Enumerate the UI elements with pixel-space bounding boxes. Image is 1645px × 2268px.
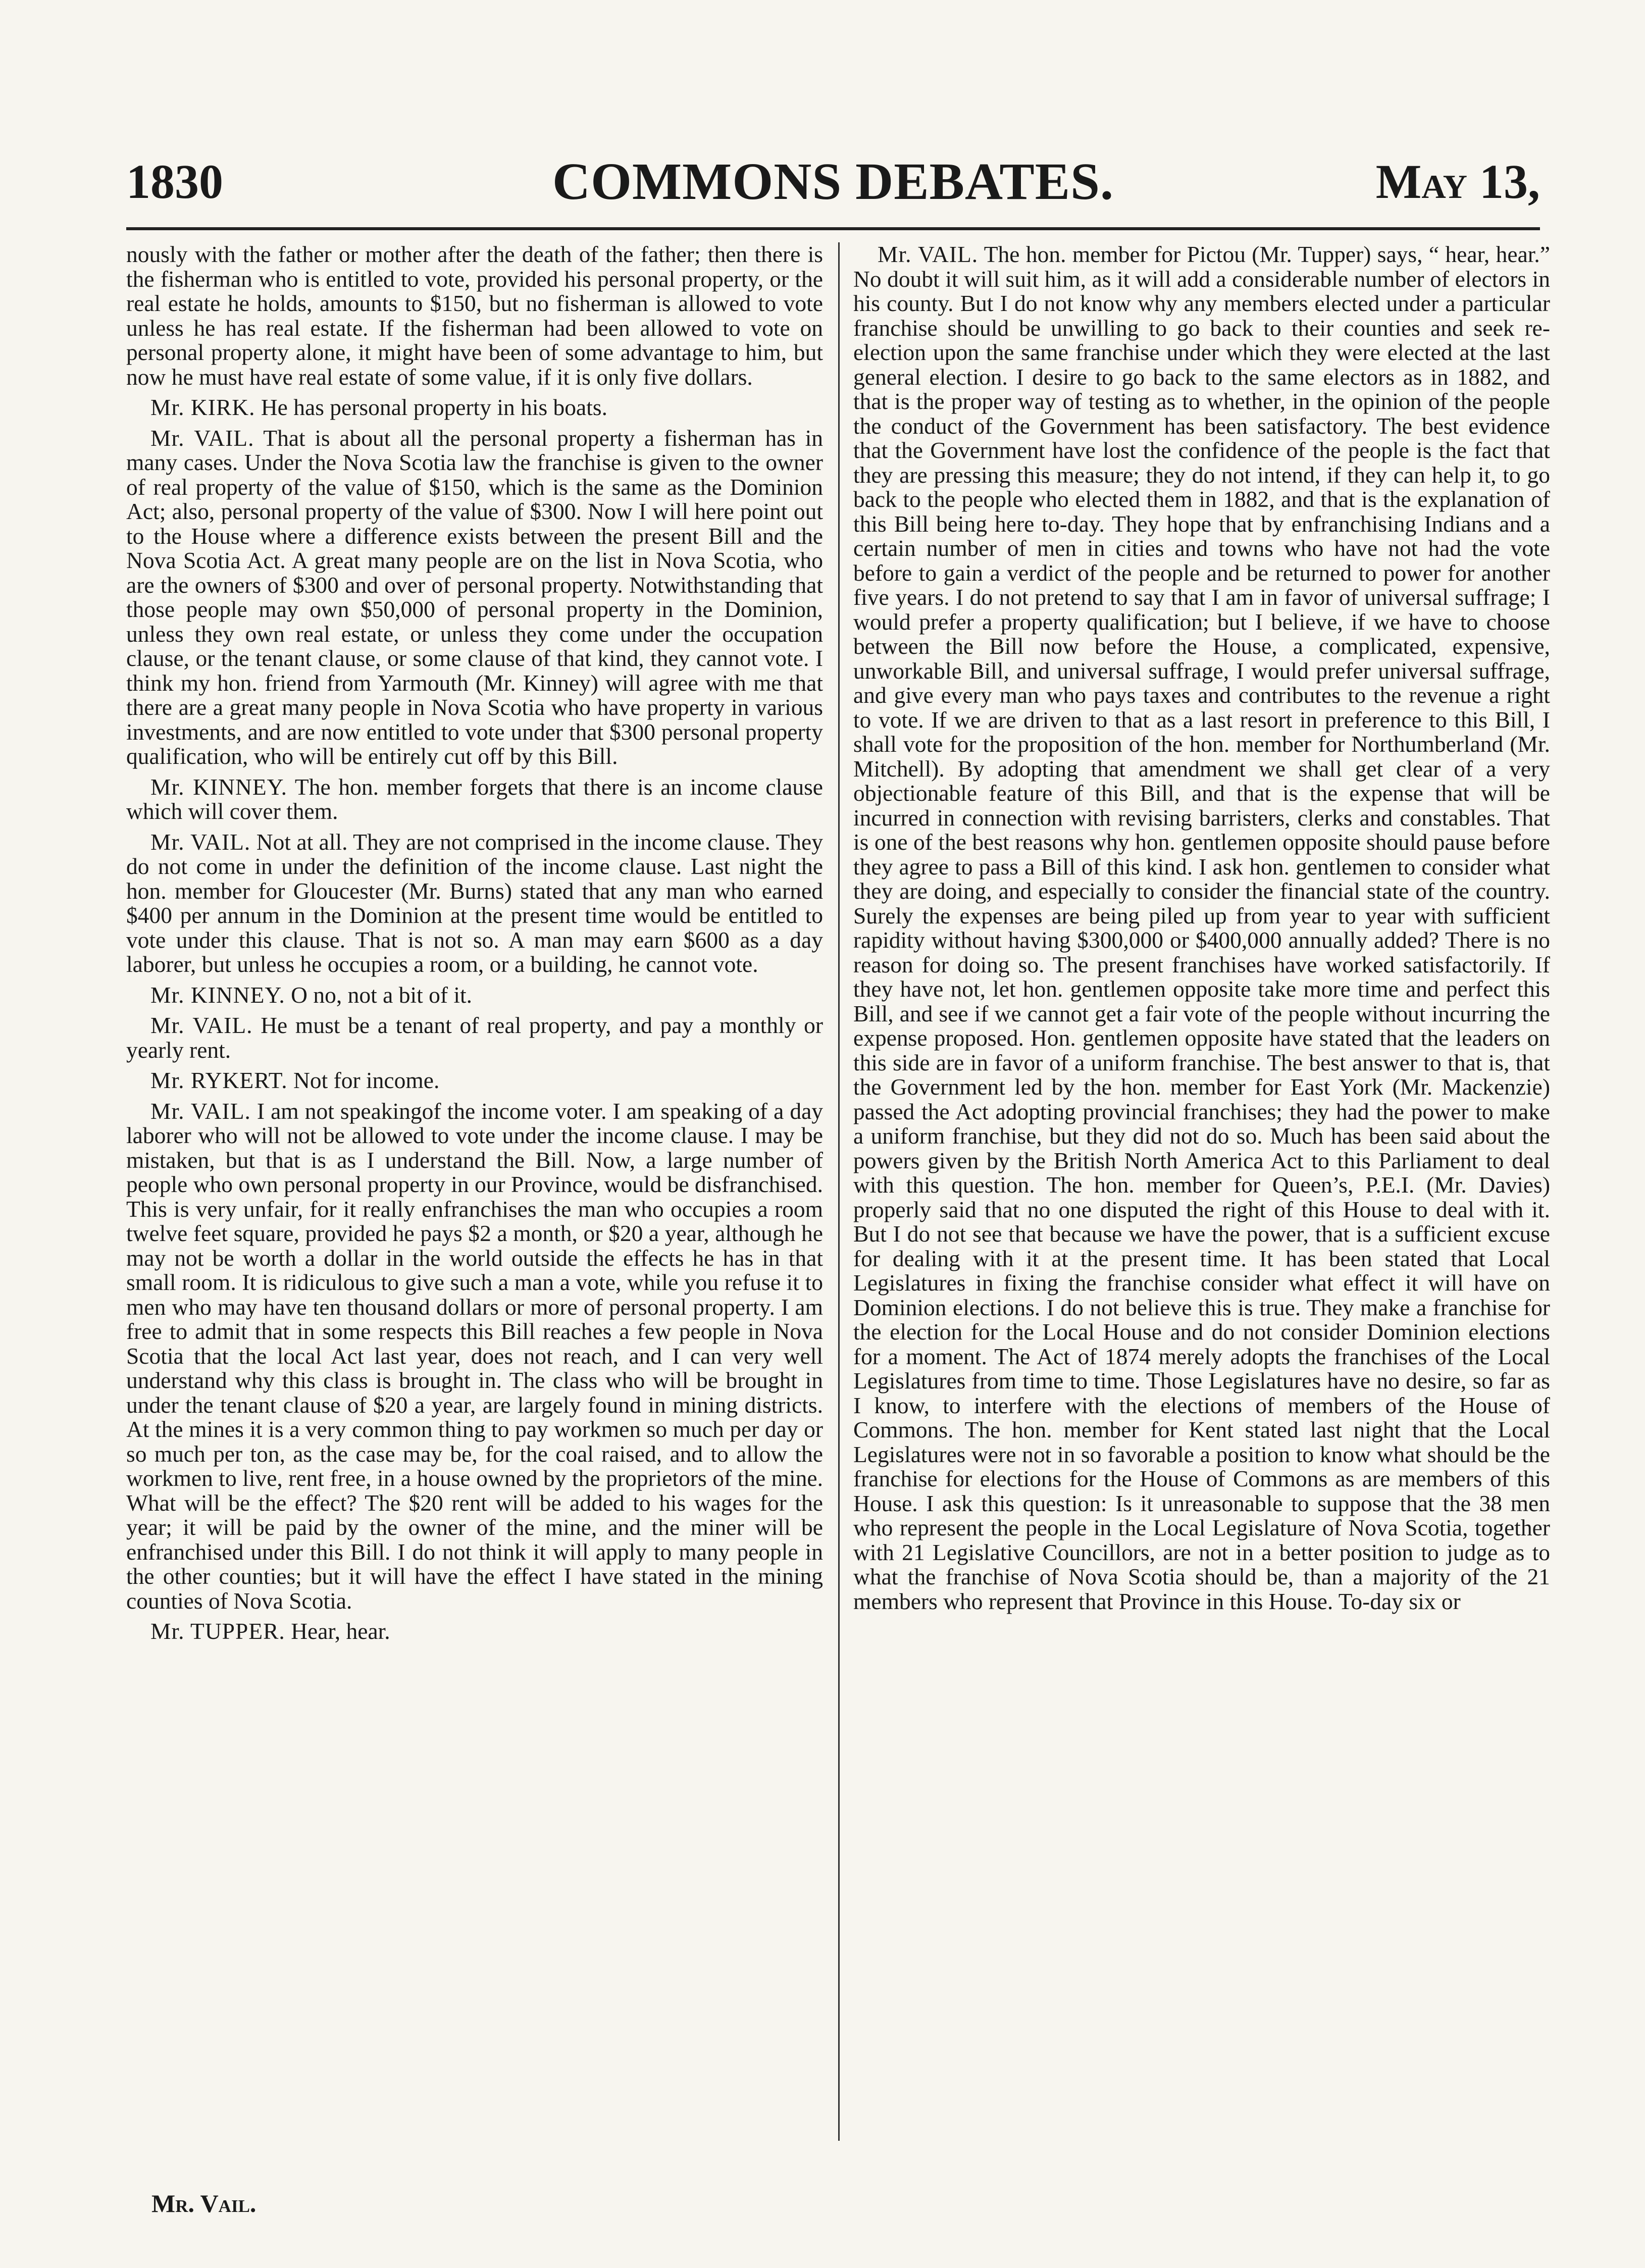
page-header xyxy=(126,146,1540,217)
paragraph xyxy=(126,1099,823,1614)
column-divider xyxy=(838,242,840,2141)
paragraph-text: Not at all. They are not comprised in the income clause. They do not come in under the definition of the income clause. Last night the hon. member for Gloucester (Mr. Burns) stated that any man who earned $400 per annum in the Dominion at the present time would be entitled to vote under this clause. That is not so. A man may earn $600 as a day laborer, but unless he occupies a room, or a building, he cannot vote. xyxy=(126,829,824,977)
paragraph-text: He has personal property in his boats. xyxy=(261,394,607,420)
page-date: May 13, xyxy=(1375,154,1540,209)
paragraph-text: O no, not a bit of it. xyxy=(291,982,473,1008)
paragraph xyxy=(126,1068,823,1093)
speaker-name: Mr. KINNEY. xyxy=(150,774,288,800)
speaker-name: Mr. VAIL. xyxy=(150,1098,251,1124)
paragraph-text: The hon. member for Pictou (Mr. Tupper) says, “ hear, hear.” No doubt it will suit him, as it will add a considerable number of electors in his county. But I do not know why any members elected under a particular franchise should be unwilling to go back to their counties and seek re-election upon the same franchise under which they were elected at the last general election. I desire to go back to the same electors as in 1882, and that is the proper way of testing as to whether, in the opinion of the people the conduct of the Government has been satisfactory. The best evidence that the Government have lost the confidence of the people is the fact that they are pressing this measure; they do not intend, if they can help it, to go back to the people who elected them in 1882, and that is the explanation of this Bill being here to-day. They hope that by enfranchising Indians and a certain number of men in cities and towns who have not had the vote before to gain a verdict of the people and be returned to power for another five years. I do not pretend to say that I am in favor of universal suffrage; I would prefer a property qualification; but I believe, if we have to choose between the Bill now before the House, a complicated, expensive, unworkable Bill, and universal suffrage, I would prefer universal suffrage, and give every man who pays taxes and contributes to the revenue a right to vote. If we are driven to that as a last resort in preference to this Bill, I shall vote for the proposition of the hon. member for Northumberland (Mr. Mitchell). By adopting that amendment we shall get clear of a very objectionable feature of this Bill, and that is the expense that will be incurred in connection with revising barristers, clerks and constables. That is one of the best reasons why hon. gentlemen opposite should pause before they agree to pass a Bill of this kind. I ask hon. gentlemen to consider what they are doing, and especially to consider the financial state of the country. Surely the expenses are being piled up from year to year with sufficient rapidity without having $300,000 or $400,000 annually added? There is no reason for doing so. The present franchises have worked satisfactorily. If they have not, let hon. gentlemen opposite take more time and perfect this Bill, and see if we cannot get a fair vote of the people without incurring the expense proposed. Hon. gentlemen opposite have stated that the leaders on this side are in favor of a uniform franchise. The best answer to that is, that the Government led by the hon. member for East York (Mr. Mackenzie) passed the Act adopting provincial franchises; they had the power to make a uniform franchise, but they did not do so. Much has been said about the powers given by the British North America Act to this Parliament to deal with this question. The hon. member for Queen’s, P.E.I. (Mr. Davies) properly said that no one disputed the right of this House to deal with it. But I do not see that because we have the power, that is a sufficient excuse for dealing with it at the present time. It has been stated that Local Legislatures in fixing the franchise consider what effect it will have on Dominion elections. I do not believe this is true. They make a franchise for the election for the Local House and do not consider Dominion elections for a moment. The Act of 1874 merely adopts the franchises of the Local Legislatures from time to time. Those Legislatures have no desire, so far as I know, to interfere with the elections of members of the House of Commons. The hon. member for Kent stated last night that the Local Legislatures were not in so favorable a position to know what should be the franchise for elections for the House of Commons as are members of this House. I ask this question: Is it unreasonable to suppose that the 38 men who represent the people in the Local Legislature of Nova Scotia, together with 21 Legislative Councillors, are not in a better position to judge as to what the franchise of Nova Scotia should be, than a majority of the 21 members who represent that Province in this House. To-day six or xyxy=(853,241,1550,1614)
speaker-name: Mr. KINNEY. xyxy=(150,982,285,1008)
speaker-name: Mr. TUPPER. xyxy=(150,1618,285,1644)
speaker-name: Mr. VAIL. xyxy=(150,829,251,855)
paragraph-text: He must be a tenant of real property, and pay a monthly or yearly rent. xyxy=(126,1012,824,1063)
speaker-name: Mr. RYKERT. xyxy=(150,1067,288,1093)
catchword: Mr. Vail. xyxy=(151,2189,256,2218)
paragraph xyxy=(126,983,823,1008)
speaker-name: Mr. VAIL. xyxy=(878,241,979,267)
paragraph xyxy=(126,1619,823,1644)
paragraph-text: Not for income. xyxy=(293,1067,440,1093)
paragraph xyxy=(126,395,823,420)
paragraph-text: That is about all the personal property a fisherman has in many cases. Under the Nova Scotia law the franchise is given to the owner of real property of the value of $150, which is the same as the Dominion Act; also, personal property of the value of $300. Now I will here point out to the House where a difference exists between the present Bill and the Nova Scotia Act. A great many people are on the list in Nova Scotia, who are the owners of $300 and over of personal property. Notwithstanding that those people may own $50,000 of personal property in the Dominion, unless they own real estate, or unless they come under the occupation clause, or the tenant clause, or some clause of that kind, they cannot vote. I think my hon. friend from Yarmouth (Mr. Kinney) will agree with me that there are a great many people in Nova Scotia who have property in various investments, and are now entitled to vote under that $300 personal property qualification, who will be entirely cut off by this Bill. xyxy=(126,425,823,769)
paragraph-text: The hon. member forgets that there is an income clause which will cover them. xyxy=(126,774,823,824)
right-column xyxy=(853,242,1550,1620)
paragraph xyxy=(126,242,823,389)
left-column xyxy=(126,242,823,1650)
paragraph-text: I am not speakingof the income voter. I am speaking of a day laborer who will not be allowed to vote under the income clause. I may be mistaken, but that is as I understand the Bill. Now, a large number of people who own personal property in our Province, would be disfranchised. This is very unfair, for it really enfranchises the man who occupies a room twelve feet square, provided he pays $2 a month, or $20 a year, although he may not be worth a dollar in the world outside the effects he has in that small room. It is ridiculous to give such a man a vote, while you refuse it to men who may have ten thousand dollars or more of personal property. I am free to admit that in some respects this Bill reaches a few people in Nova Scotia that the local Act last year, does not reach, and I can very well understand why this class is brought in. The class who will be brought in under the tenant clause of $20 a year, are largely found in mining districts. At the mines it is a very common thing to pay workmen so much per day or so much per ton, as the case may be, for the coal raised, and to allow the workmen to live, rent free, in a house owned by the proprietors of the mine. What will be the effect? The $20 rent will be added to his wages for the year; it will be paid by the owner of the mine, and the miner will be enfranchised under this Bill. I do not think it will apply to many people in the other counties; but it will have the effect I have stated in the mining counties of Nova Scotia. xyxy=(126,1098,824,1614)
paragraph-text: nously with the father or mother after the death of the father; then there is the fisherman who is entitled to vote, provided his personal property, or the real estate he holds, amounts to $150, but no fisherman is allowed to vote unless he has real estate. If the fisherman had been allowed to vote on personal property alone, it might have been of some advantage to him, but now he must have real estate of some value, if it is only five dollars. xyxy=(126,241,823,390)
paragraph xyxy=(126,775,823,824)
speaker-name: Mr. VAIL. xyxy=(150,1012,253,1038)
paragraph xyxy=(126,830,823,977)
paragraph xyxy=(126,426,823,769)
paragraph xyxy=(853,242,1550,1614)
header-rule xyxy=(126,227,1540,230)
paragraph-text: Hear, hear. xyxy=(291,1618,390,1644)
speaker-name: Mr. KIRK. xyxy=(150,394,255,420)
speaker-name: Mr. VAIL. xyxy=(150,425,254,451)
paragraph xyxy=(126,1013,823,1062)
page-number: 1830 xyxy=(126,154,223,209)
page-title: COMMONS DEBATES. xyxy=(552,152,1114,211)
